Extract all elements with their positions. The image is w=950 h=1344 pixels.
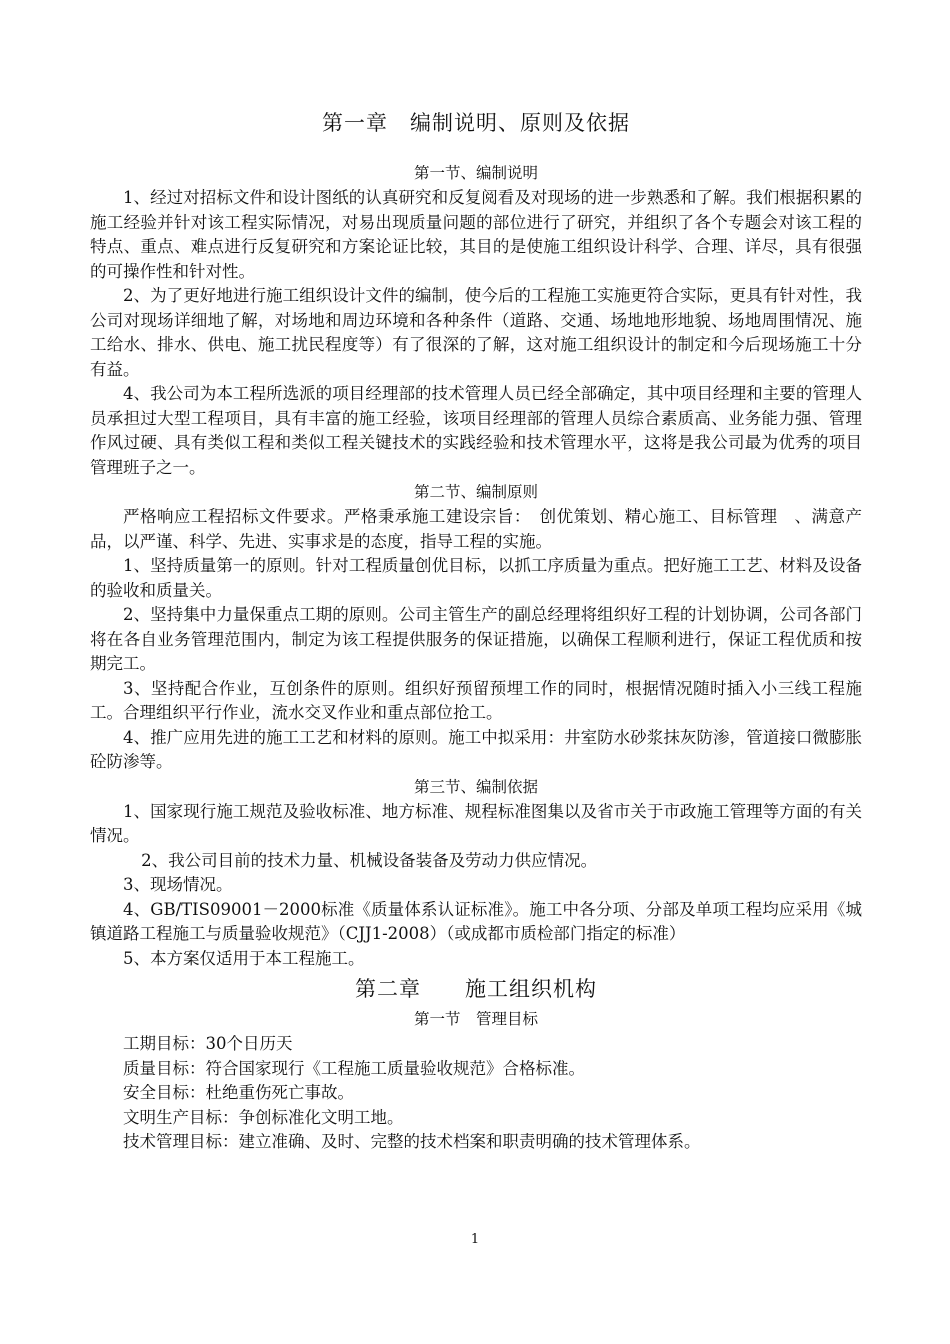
paragraph: 1、坚持质量第一的原则。针对工程质量创优目标，以抓工序质量为重点。把好施工工艺、材料及设备的验收和质量关。 [90,556,862,600]
paragraph: 2、坚持集中力量保重点工期的原则。公司主管生产的副总经理将组织好工程的计划协调，公司各部门将在各自业务管理范围内，制定为该工程提供服务的保证措施，以确保工程顺利进行，保证工程优质和按期完工。 [90,605,862,673]
paragraph: 4、GB/TIS09001－2000标准《质量体系认证标准》。施工中各分项、分部及单项工程均应采用《城镇道路工程施工与质量验收规范》（CJJ1-2008）（或成都市质检部门指定的标准） [90,899,862,943]
goal-item: 工期目标：30个日历天 [123,1034,293,1053]
goal-item: 技术管理目标：建立准确、及时、完整的技术档案和职责明确的技术管理体系。 [123,1132,701,1151]
paragraph: 4、推广应用先进的施工工艺和材料的原则。施工中拟采用：井室防水砂浆抹灰防渗，管道接口微膨胀砼防渗等。 [90,727,862,771]
goal-item: 安全目标：杜绝重伤死亡事故。 [123,1083,354,1102]
goal-item: 质量目标：符合国家现行《工程施工质量验收规范》合格标准。 [123,1058,585,1078]
chapter-1-section-1-title: 第一节、编制说明 [413,164,538,182]
goal-item: 文明生产目标：争创标准化文明工地。 [123,1107,404,1127]
chapter-1-title: 第一章 编制说明、原则及依据 [322,111,630,135]
paragraph: 2、为了更好地进行施工组织设计文件的编制，使今后的工程施工实施更符合实际，更具有针对性，我公司对现场详细地了解，对场地和周边环境和各种条件（道路、交通、场地地形地貌、场地周围情况、施工给水、排水、供电、施工扰民程度等）有了很深的了解，这对施工组织设计的制定和今后现场施工十分有益。 [90,286,862,379]
paragraph: 1、国家现行施工规范及验收标准、地方标准、规程标准图集以及省市关于市政施工管理等方面的有关情况。 [90,801,862,845]
paragraph: 严格响应工程招标文件要求。严格秉承施工建设宗旨： 创优策划、精心施工、目标管理 、满意产品，以严谨、科学、先进、实事求是的态度，指导工程的实施。 [90,507,862,551]
document-body [90,108,862,1155]
paragraph: 2、我公司目前的技术力量、机械设备装备及劳动力供应情况。 [141,850,598,870]
chapter-1-section-3-title: 第三节、编制依据 [413,777,538,796]
chapter-2-title: 第二章 施工组织机构 [355,977,597,1001]
page-number: 1 [470,1232,480,1247]
paragraph: 1、经过对招标文件和设计图纸的认真研究和反复阅看及对现场的进一步熟悉和了解。我们根据积累的施工经验并针对该工程实际情况，对易出现质量问题的部位进行了研究，并组织了各个专题会对该工程的特点、重点、难点进行反复研究和方案论证比较，其目的是使施工组织设计科学、合理、详尽，具有很强的可操作性和针对性。 [90,188,862,281]
chapter-2-section-1-title: 第一节 管理目标 [413,1010,538,1028]
chapter-1-section-2-title: 第二节、编制原则 [413,483,538,501]
paragraph: 5、本方案仅适用于本工程施工。 [123,948,365,968]
paragraph: 3、坚持配合作业，互创条件的原则。组织好预留预埋工作的同时，根据情况随时插入小三线工程施工。合理组织平行作业，流水交叉作业和重点部位抢工。 [90,678,862,722]
paragraph: 3、现场情况。 [123,875,233,894]
paragraph: 4、我公司为本工程所选派的项目经理部的技术管理人员已经全部确定，其中项目经理和主要的管理人员承担过大型工程项目，具有丰富的施工经验，该项目经理部的管理人员综合素质高、业务能力强、管理作风过硬、具有类似工程和类似工程关键技术的实践经验和技术管理水平，这将是我公司最为优秀的项目管理班子之一。 [90,384,862,477]
